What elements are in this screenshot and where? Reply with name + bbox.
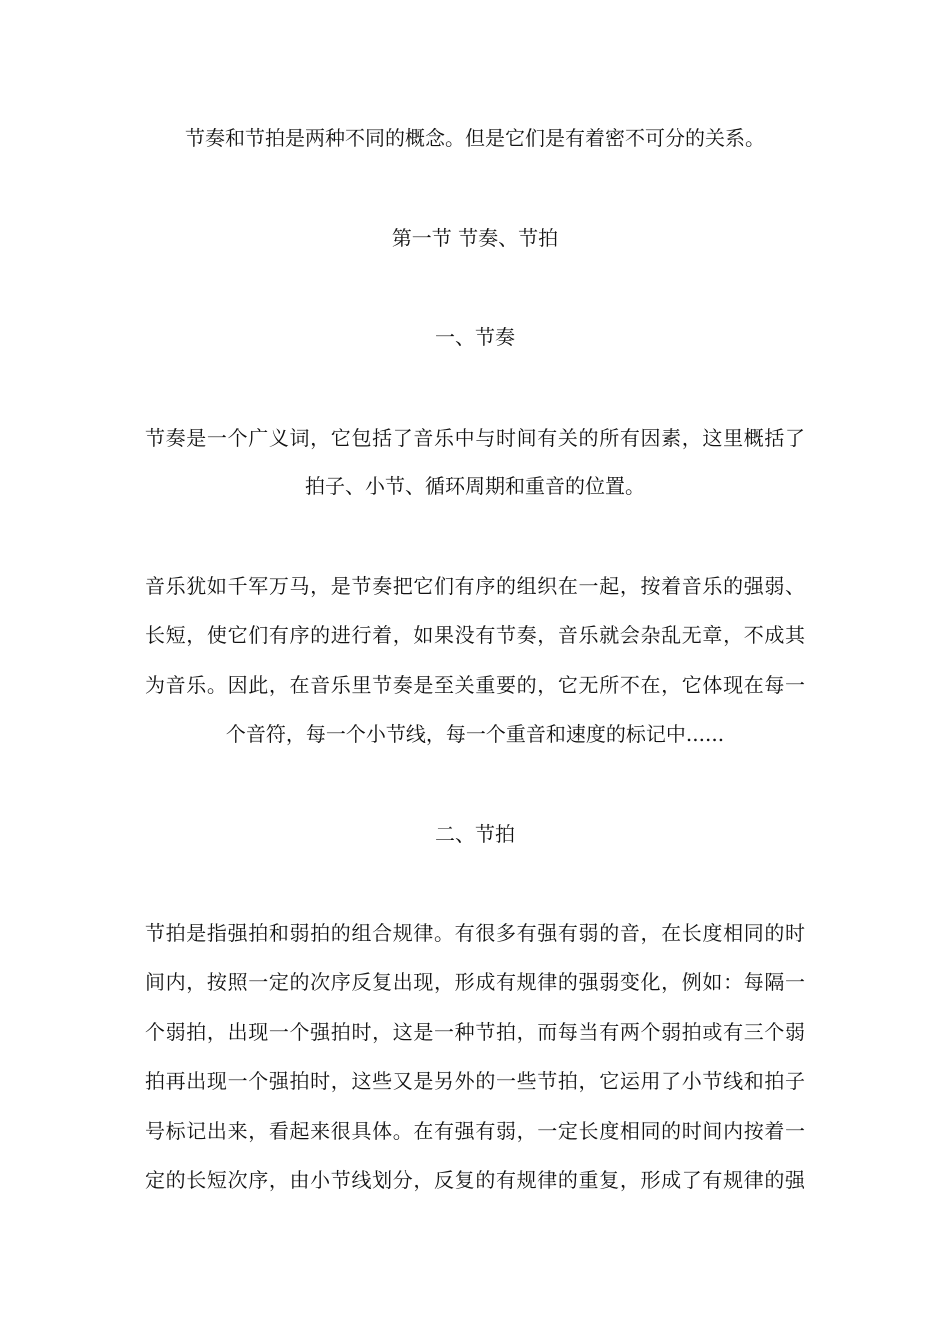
section-title: 第一节 节奏、节拍 bbox=[391, 226, 559, 250]
paragraph-line: 为音乐。因此，在音乐里节奏是至关重要的，它无所不在，它体现在每一 bbox=[145, 673, 805, 697]
paragraph-line: 音乐犹如千军万马，是节奏把它们有序的组织在一起，按着音乐的强弱、 bbox=[145, 574, 805, 598]
paragraph-line: 长短，使它们有序的进行着，如果没有节奏，音乐就会杂乱无章，不成其 bbox=[145, 623, 805, 647]
paragraph-line: 号标记出来，看起来很具体。在有强有弱，一定长度相同的时间内按着一 bbox=[145, 1119, 805, 1143]
paragraph-line: 节奏是一个广义词，它包括了音乐中与时间有关的所有因素，这里概括了 bbox=[145, 426, 805, 450]
paragraph-line: 拍子、小节、循环周期和重音的位置。 bbox=[305, 474, 645, 498]
heading-meter: 二、节拍 bbox=[435, 822, 515, 846]
paragraph-line: 拍再出现一个强拍时，这些又是另外的一些节拍，它运用了小节线和拍子 bbox=[145, 1069, 805, 1093]
intro-text: 节奏和节拍是两种不同的概念。但是它们是有着密不可分的关系。 bbox=[185, 126, 765, 150]
paragraph-line: 节拍是指强拍和弱拍的组合规律。有很多有强有弱的音，在长度相同的时 bbox=[145, 921, 805, 945]
paragraph-line: 间内，按照一定的次序反复出现，形成有规律的强弱变化，例如：每隔一 bbox=[145, 970, 805, 994]
paragraph-line: 个弱拍，出现一个强拍时，这是一种节拍，而每当有两个弱拍或有三个弱 bbox=[145, 1020, 805, 1044]
paragraph-line: 个音符，每一个小节线，每一个重音和速度的标记中...... bbox=[225, 722, 725, 746]
heading-rhythm: 一、节奏 bbox=[435, 325, 515, 349]
paragraph-line: 定的长短次序，由小节线划分，反复的有规律的重复，形成了有规律的强 bbox=[145, 1168, 805, 1192]
